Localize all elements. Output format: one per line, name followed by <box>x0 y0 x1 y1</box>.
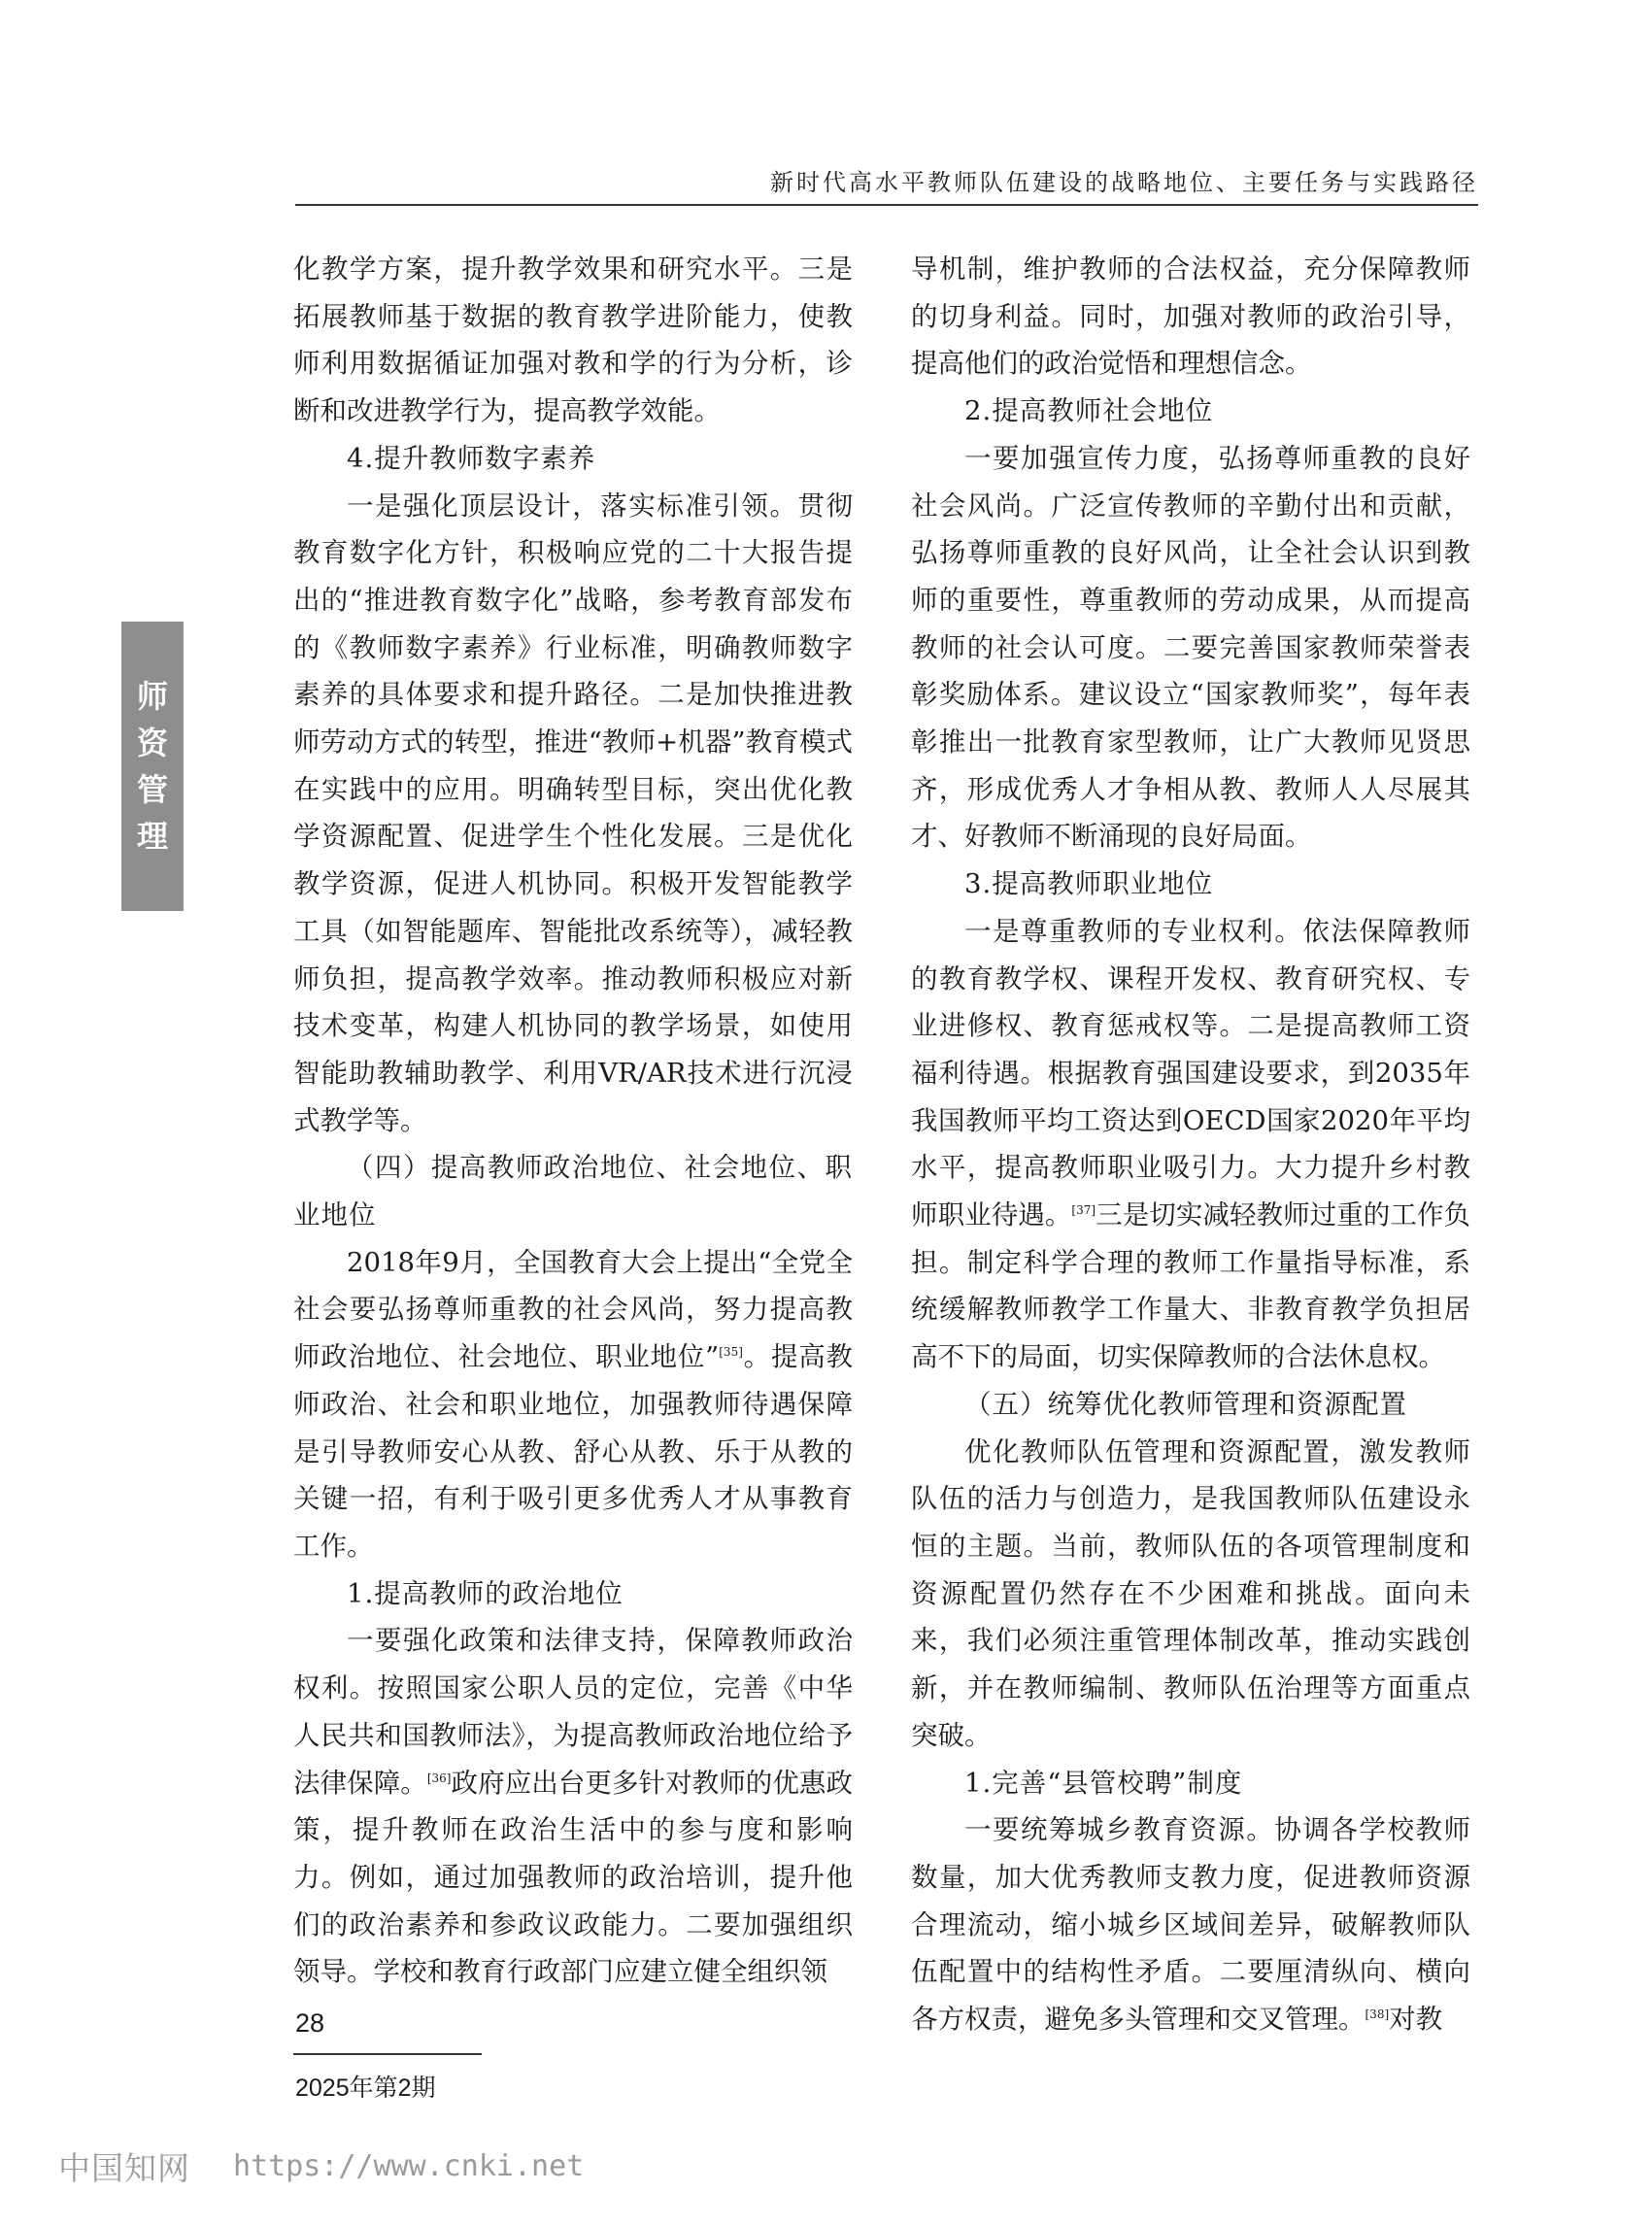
side-tab-char: 管 <box>136 771 168 808</box>
page-number: 28 <box>295 2008 325 2038</box>
section-heading <box>911 1760 1470 1807</box>
paragraph <box>911 908 1470 1381</box>
issue-label: 2025年第2期 <box>295 2074 436 2102</box>
cnki-logo: 中国知网 <box>58 2149 190 2187</box>
paragraph <box>911 435 1470 860</box>
citation-ref: [36] <box>426 1771 452 1785</box>
paragraph <box>293 483 853 1145</box>
citation-ref: [37] <box>1071 1202 1096 1217</box>
paragraph-text: 优化教师队伍管理和资源配置，激发教师队伍的活力与创造力，是我国教师队伍建设永恒的主题。当前，教师队伍的各项管理制度和资源配置仍然存在不少困难和挑战。面向未来，我们必须注重管理体制改革，推动实践创新，并在教师编制、教师队伍治理等方面重点突破。 <box>911 1435 1470 1751</box>
paragraph-text: 4.提升教师数字素养 <box>347 442 596 474</box>
paragraph <box>911 1806 1470 2043</box>
running-title: 新时代高水平教师队伍建设的战略地位、主要任务与实践路径 <box>770 168 1478 196</box>
paragraph <box>293 1617 853 1996</box>
cnki-watermark <box>58 2143 584 2189</box>
citation-ref: [38] <box>1365 2007 1390 2021</box>
paragraph-text: 1.提高教师的政治地位 <box>347 1577 624 1609</box>
cnki-url[interactable]: https://www.cnki.net <box>233 2149 585 2183</box>
section-heading <box>911 388 1470 435</box>
paragraph-text: （五）统筹优化教师管理和资源配置 <box>964 1388 1407 1420</box>
section-heading <box>293 1144 853 1238</box>
paragraph-text: 对教 <box>1389 2004 1443 2036</box>
paragraph-text: 一是尊重教师的专业权利。依法保障教师的教育教学权、课程开发权、教育研究权、专业进修权、教育惩戒权等。二是提高教师工资福利待遇。根据教育强国建设要求，到2035年我国教师平均工资达到OECD国家2020年平均水平，提高教师职业吸引力。大力提升乡村教师职业待遇。 <box>911 915 1470 1231</box>
section-heading <box>911 1381 1470 1429</box>
paragraph <box>293 1239 853 1570</box>
paragraph-text: 一要强化政策和法律支持，保障教师政治权利。按照国家公职人员的定位，完善《中华人民共和国教师法》，为提高教师政治地位给予法律保障。 <box>293 1625 853 1799</box>
left-text-column <box>293 246 853 1996</box>
citation-ref: [35] <box>719 1345 743 1360</box>
paragraph-text: 一要统筹城乡教育资源。协调各学校教师数量，加大优秀教师支教力度，促进教师资源合理流动，缩小城乡区域间差异，破解教师队伍配置中的结构性矛盾。二要厘清纵向、横向各方权责，避免多头管理和交叉管理。 <box>911 1814 1470 2036</box>
paragraph <box>911 1429 1470 1760</box>
paragraph-text: 政府应出台更多针对教师的优惠政策，提升教师在政治生活中的参与度和影响力。例如，通过加强教师的政治培训，提升他们的政治素养和参政议政能力。二要加强组织领导。学校和教育行政部门应建立健全组织领 <box>293 1767 854 1988</box>
paragraph-text: 一是强化顶层设计，落实标准引领。贯彻教育数字化方针，积极响应党的二十大报告提出的“推进教育数字化”战略，参考教育部发布的《教师数字素养》行业标准，明确教师数字素养的具体要求和提升路径。二是加快推进教师劳动方式的转型，推进“教师+机器”教育模式在实践中的应用。明确转型目标，突出优化教学资源配置、促进学生个性化发展。三是优化教学资源，促进人机协同。积极开发智能教学工具（如智能题库、智能批改系统等），减轻教师负担，提高教学效率。推动教师积极应对新技术变革，构建人机协同的教学场景，如使用智能助教辅助教学、利用VR/AR技术进行沉浸式教学等。 <box>293 489 853 1136</box>
right-text-column <box>911 246 1470 2043</box>
section-heading <box>293 1570 853 1618</box>
side-tab-char: 资 <box>136 725 168 761</box>
footer-divider <box>293 2053 482 2055</box>
section-side-tab <box>121 622 184 911</box>
section-heading <box>911 860 1470 908</box>
side-tab-char: 理 <box>136 818 168 855</box>
paragraph-text: 三是切实减轻教师过重的工作负担。制定科学合理的教师工作量指导标准，系统缓解教师教学工作量大、非教育教学负担居高不下的局面，切实保障教师的合法休息权。 <box>911 1199 1471 1373</box>
paragraph-text: 3.提高教师职业地位 <box>964 868 1214 900</box>
paragraph-text: 化教学方案，提升教学效果和研究水平。三是拓展教师基于数据的教育教学进阶能力，使教师利用数据循证加强对教和学的行为分析，诊断和改进教学行为，提高教学效能。 <box>293 253 853 427</box>
paragraph-text: （四）提高教师政治地位、社会地位、职业地位 <box>293 1152 853 1231</box>
paragraph-text: 。提高教师政治、社会和职业地位，加强教师待遇保障是引导教师安心从教、舒心从教、乐于从教的关键一招，有利于吸引更多优秀人才从事教育工作。 <box>293 1341 854 1562</box>
running-header <box>295 155 1478 206</box>
paragraph-text: 1.完善“县管校聘”制度 <box>964 1767 1243 1799</box>
paragraph-text: 导机制，维护教师的合法权益，充分保障教师的切身利益。同时，加强对教师的政治引导，提高他们的政治觉悟和理想信念。 <box>911 253 1470 380</box>
paragraph-text: 2018年9月，全国教育大会上提出“全党全社会要弘扬尊师重教的社会风尚，努力提高教师政治地位、社会地位、职业地位” <box>293 1246 853 1373</box>
paragraph-text: 2.提高教师社会地位 <box>964 395 1214 427</box>
section-heading <box>293 435 853 483</box>
paragraph-text: 一要加强宣传力度，弘扬尊师重教的良好社会风尚。广泛宣传教师的辛勤付出和贡献，弘扬尊师重教的良好风尚，让全社会认识到教师的重要性，尊重教师的劳动成果，从而提高教师的社会认可度。二要完善国家教师荣誉表彰奖励体系。建议设立“国家教师奖”，每年表彰推出一批教育家型教师，让广大教师见贤思齐，形成优秀人才争相从教、教师人人尽展其才、好教师不断涌现的良好局面。 <box>911 442 1470 853</box>
side-tab-char: 师 <box>136 678 168 715</box>
paragraph <box>293 246 853 435</box>
paragraph <box>911 246 1470 388</box>
